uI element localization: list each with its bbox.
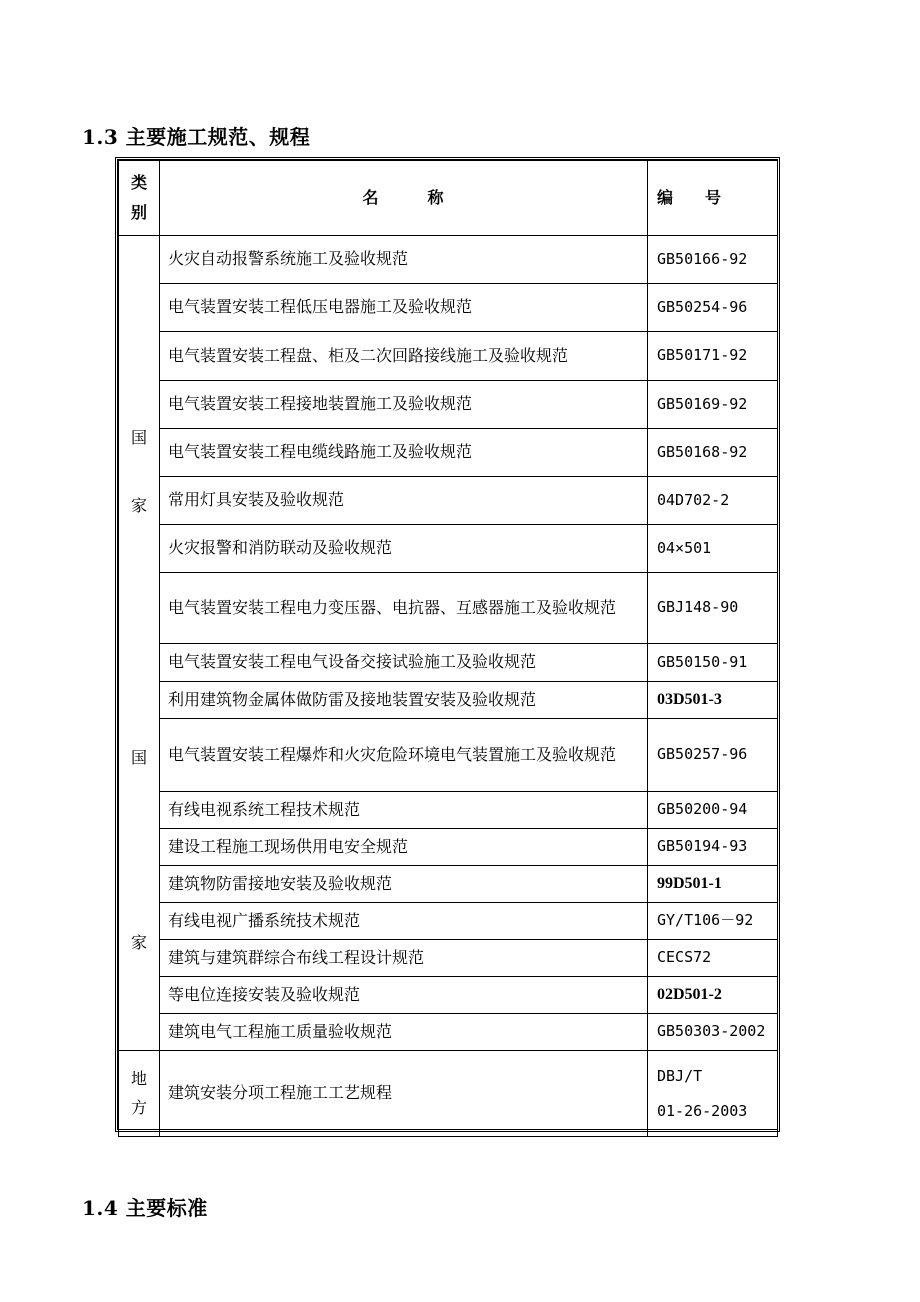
table-row bbox=[119, 477, 778, 525]
standard-name: 电气装置安装工程盘、柜及二次回路接线施工及验收规范 bbox=[160, 332, 648, 381]
standard-name: 建筑与建筑群综合布线工程设计规范 bbox=[160, 940, 648, 977]
standard-name: 电气装置安装工程电力变压器、电抗器、互感器施工及验收规范 bbox=[160, 573, 648, 644]
standard-code: 02D501-2 bbox=[648, 977, 778, 1014]
standard-code: 04D702-2 bbox=[648, 477, 778, 525]
table-row bbox=[119, 792, 778, 829]
standard-name: 建筑安装分项工程施工工艺规程 bbox=[160, 1051, 648, 1137]
standard-code: GB50166-92 bbox=[648, 236, 778, 284]
table-row bbox=[119, 284, 778, 332]
table-row bbox=[119, 381, 778, 429]
table-row-local bbox=[119, 1051, 778, 1137]
table-row bbox=[119, 573, 778, 644]
category-header: 类 别 bbox=[119, 161, 160, 236]
standard-code: GB50254-96 bbox=[648, 284, 778, 332]
standard-name: 利用建筑物金属体做防雷及接地装置安装及验收规范 bbox=[160, 682, 648, 719]
standard-code: GB50168-92 bbox=[648, 429, 778, 477]
category-char: 地 bbox=[130, 1068, 147, 1088]
standard-name: 常用灯具安装及验收规范 bbox=[160, 477, 648, 525]
standard-code: 99D501-1 bbox=[648, 866, 778, 903]
standard-name: 建筑电气工程施工质量验收规范 bbox=[160, 1014, 648, 1051]
standard-code: GBJ148-90 bbox=[648, 573, 778, 644]
standards-table bbox=[115, 157, 780, 1132]
code-header: 编 号 bbox=[648, 161, 778, 236]
standard-code: CECS72 bbox=[648, 940, 778, 977]
standard-name: 有线电视广播系统技术规范 bbox=[160, 903, 648, 940]
category-char: 国 bbox=[130, 428, 147, 447]
table-row bbox=[119, 525, 778, 573]
table-row bbox=[119, 644, 778, 682]
category-char: 家 bbox=[130, 933, 147, 952]
table-row bbox=[119, 940, 778, 977]
category-char: 家 bbox=[130, 496, 147, 515]
standard-code: 03D501-3 bbox=[648, 682, 778, 719]
standard-code: GB50257-96 bbox=[648, 719, 778, 792]
standard-code: GB50150-91 bbox=[648, 644, 778, 682]
table-row bbox=[119, 903, 778, 940]
table-row bbox=[119, 332, 778, 381]
standard-name: 火灾报警和消防联动及验收规范 bbox=[160, 525, 648, 573]
section-1-3-title: 1.3 主要施工规范、规程 bbox=[82, 125, 311, 149]
standard-name: 火灾自动报警系统施工及验收规范 bbox=[160, 236, 648, 284]
table-row bbox=[119, 829, 778, 866]
standard-name: 电气装置安装工程电缆线路施工及验收规范 bbox=[160, 429, 648, 477]
standard-name: 电气装置安装工程低压电器施工及验收规范 bbox=[160, 284, 648, 332]
standard-code-line: 01-26-2003 bbox=[657, 1101, 748, 1120]
standard-code: GB50200-94 bbox=[648, 792, 778, 829]
standard-name: 建筑物防雷接地安装及验收规范 bbox=[160, 866, 648, 903]
standard-name: 电气装置安装工程接地装置施工及验收规范 bbox=[160, 381, 648, 429]
table-row bbox=[119, 682, 778, 719]
standard-name: 电气装置安装工程电气设备交接试验施工及验收规范 bbox=[160, 644, 648, 682]
table-row bbox=[119, 236, 778, 284]
standard-code: GY/T106－92 bbox=[648, 903, 778, 940]
category-char: 方 bbox=[130, 1097, 147, 1117]
standard-code: GB50169-92 bbox=[648, 381, 778, 429]
category-local bbox=[119, 1051, 160, 1137]
standard-code: GB50303-2002 bbox=[648, 1014, 778, 1051]
table-row bbox=[119, 429, 778, 477]
standard-code: 04×501 bbox=[648, 525, 778, 573]
category-national bbox=[119, 236, 160, 1051]
standard-name: 建设工程施工现场供用电安全规范 bbox=[160, 829, 648, 866]
standard-code: GB50171-92 bbox=[648, 332, 778, 381]
table-row bbox=[119, 1014, 778, 1051]
standard-code-line: DBJ/T bbox=[657, 1067, 703, 1085]
standard-code: GB50194-93 bbox=[648, 829, 778, 866]
standard-code bbox=[648, 1051, 778, 1137]
standard-name: 有线电视系统工程技术规范 bbox=[160, 792, 648, 829]
table-header-row bbox=[119, 161, 778, 236]
table-row bbox=[119, 719, 778, 792]
table-row bbox=[119, 866, 778, 903]
name-header: 名 称 bbox=[160, 161, 648, 236]
table-row bbox=[119, 977, 778, 1014]
standard-name: 电气装置安装工程爆炸和火灾危险环境电气装置施工及验收规范 bbox=[160, 719, 648, 792]
category-char: 国 bbox=[130, 748, 147, 767]
standard-name: 等电位连接安装及验收规范 bbox=[160, 977, 648, 1014]
section-1-4-title: 1.4 主要标准 bbox=[82, 1196, 208, 1220]
